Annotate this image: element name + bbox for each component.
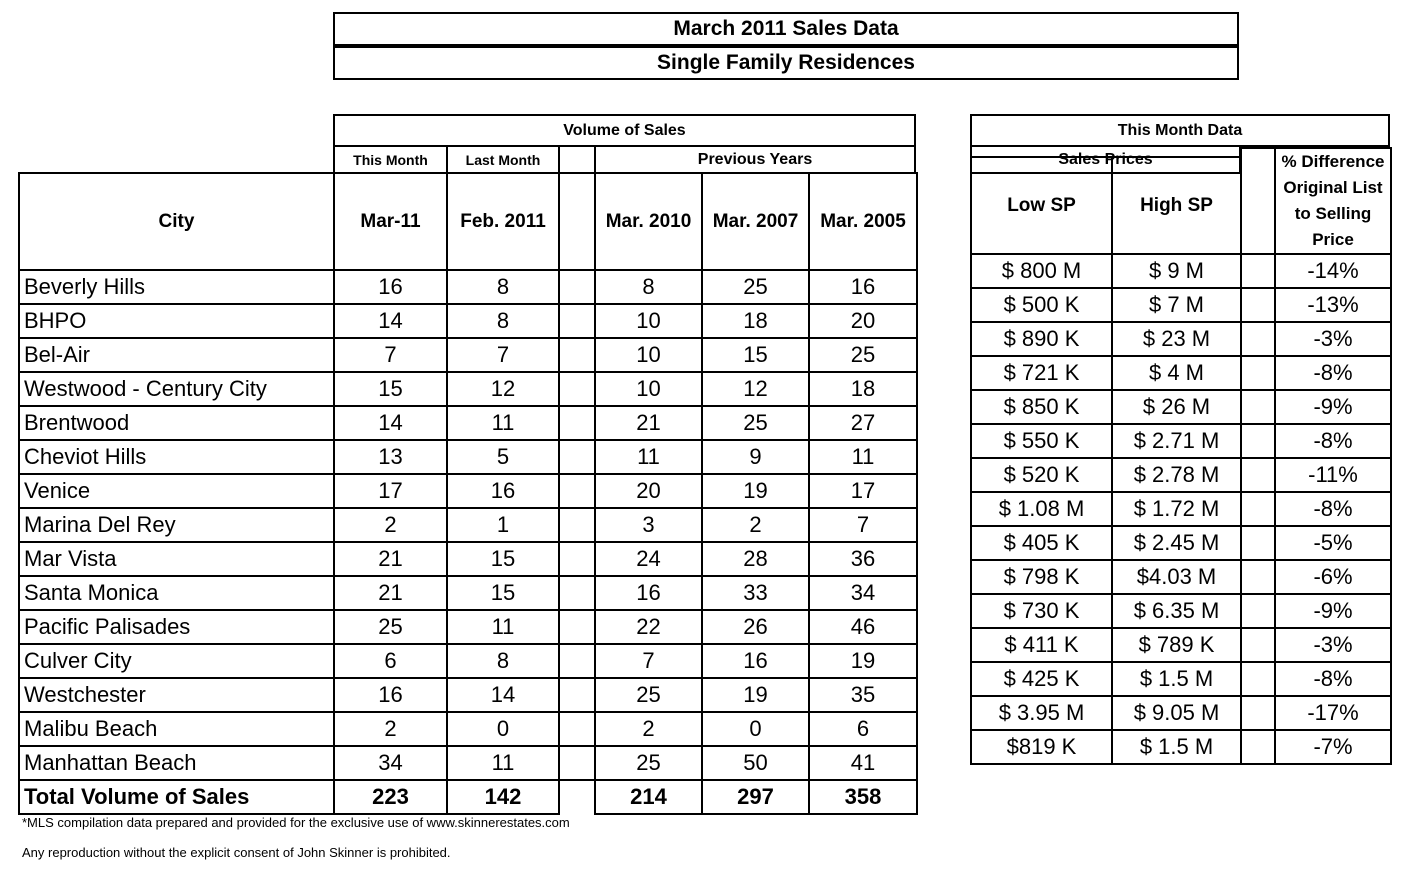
mar2007-cell: 18 [702, 304, 809, 338]
price-row [971, 322, 1391, 356]
table-row [19, 644, 917, 678]
price-row [971, 390, 1391, 424]
col-mar11: Mar-11 [334, 173, 447, 270]
mar2007-cell: 19 [702, 474, 809, 508]
table-row [19, 542, 917, 576]
mar2005-cell: 34 [809, 576, 917, 610]
spacer-cell [1241, 560, 1275, 594]
table-row [19, 304, 917, 338]
sales-prices-header: Sales Prices [970, 145, 1241, 174]
table-row [19, 338, 917, 372]
price-row [971, 458, 1391, 492]
city-cell: Cheviot Hills [19, 440, 334, 474]
this-month-data-header: This Month Data [970, 114, 1390, 147]
col-feb2011: Feb. 2011 [447, 173, 559, 270]
volume-table [18, 172, 918, 815]
mar2010-cell: 16 [595, 576, 702, 610]
feb2011-cell: 8 [447, 644, 559, 678]
mar2010-cell: 2 [595, 712, 702, 746]
price-row [971, 696, 1391, 730]
city-cell: Brentwood [19, 406, 334, 440]
table-row [19, 746, 917, 780]
pct-diff-cell: -3% [1275, 322, 1391, 356]
last-month-label: Last Month [446, 145, 560, 174]
high-sp-cell: $ 2.71 M [1112, 424, 1241, 458]
spacer-cell [1241, 356, 1275, 390]
total-mar2005: 358 [809, 780, 917, 814]
mar2007-cell: 15 [702, 338, 809, 372]
total-row [19, 780, 917, 814]
feb2011-cell: 11 [447, 406, 559, 440]
feb2011-cell: 8 [447, 304, 559, 338]
feb2011-cell: 0 [447, 712, 559, 746]
high-sp-cell: $ 4 M [1112, 356, 1241, 390]
city-cell: Bel-Air [19, 338, 334, 372]
low-sp-cell: $ 550 K [971, 424, 1112, 458]
mar2010-cell: 11 [595, 440, 702, 474]
pct-diff-cell: -5% [1275, 526, 1391, 560]
mar11-cell: 15 [334, 372, 447, 406]
feb2011-cell: 11 [447, 610, 559, 644]
mar11-cell: 34 [334, 746, 447, 780]
high-sp-cell: $ 789 K [1112, 628, 1241, 662]
price-row [971, 526, 1391, 560]
high-sp-cell: $ 7 M [1112, 288, 1241, 322]
low-sp-cell: $ 798 K [971, 560, 1112, 594]
mar2010-cell: 20 [595, 474, 702, 508]
spacer-cell [1241, 628, 1275, 662]
mar2005-cell: 18 [809, 372, 917, 406]
feb2011-cell: 14 [447, 678, 559, 712]
spacer-cell [1241, 662, 1275, 696]
high-sp-cell: $ 9 M [1112, 254, 1241, 288]
feb2011-cell: 11 [447, 746, 559, 780]
high-sp-cell: $ 2.45 M [1112, 526, 1241, 560]
report-subtitle: Single Family Residences [333, 46, 1239, 80]
spacer-cell [1241, 254, 1275, 288]
price-row [971, 356, 1391, 390]
mar2007-cell: 12 [702, 372, 809, 406]
spacer-cell [559, 508, 595, 542]
low-sp-cell: $ 850 K [971, 390, 1112, 424]
spacer-cell [559, 576, 595, 610]
city-cell: Santa Monica [19, 576, 334, 610]
spacer-cell [559, 372, 595, 406]
feb2011-cell: 12 [447, 372, 559, 406]
col-mar2005: Mar. 2005 [809, 173, 917, 270]
mar2005-cell: 35 [809, 678, 917, 712]
spacer-cell [559, 474, 595, 508]
feb2011-cell: 8 [447, 270, 559, 304]
spacer-cell [559, 304, 595, 338]
table-row [19, 678, 917, 712]
pct-diff-cell: -7% [1275, 730, 1391, 764]
sales-prices-spacer [971, 148, 1241, 157]
price-header-row [971, 148, 1391, 157]
mar2005-cell: 6 [809, 712, 917, 746]
price-row [971, 288, 1391, 322]
spacer-cell [1241, 492, 1275, 526]
spacer-cell [1241, 594, 1275, 628]
high-sp-cell: $ 6.35 M [1112, 594, 1241, 628]
mar2005-cell: 11 [809, 440, 917, 474]
mar2005-cell: 7 [809, 508, 917, 542]
low-sp-cell: $ 1.08 M [971, 492, 1112, 526]
city-cell: Beverly Hills [19, 270, 334, 304]
spacer-cell [559, 406, 595, 440]
mar2010-cell: 25 [595, 746, 702, 780]
spacer-cell [1241, 390, 1275, 424]
mar2005-cell: 36 [809, 542, 917, 576]
mar2007-cell: 26 [702, 610, 809, 644]
mar11-cell: 13 [334, 440, 447, 474]
mar11-cell: 16 [334, 270, 447, 304]
spacer-cell [559, 440, 595, 474]
mar11-cell: 7 [334, 338, 447, 372]
table-row [19, 372, 917, 406]
spacer-cell [1241, 730, 1275, 764]
pct-diff-cell: -14% [1275, 254, 1391, 288]
total-mar11: 223 [334, 780, 447, 814]
low-sp-cell: $ 405 K [971, 526, 1112, 560]
feb2011-cell: 16 [447, 474, 559, 508]
mar11-cell: 16 [334, 678, 447, 712]
mar2007-cell: 25 [702, 270, 809, 304]
col-pct-diff: % Difference Original List to Selling Price [1275, 148, 1391, 254]
high-sp-cell: $ 1.5 M [1112, 730, 1241, 764]
mar2007-cell: 9 [702, 440, 809, 474]
total-mar2010: 214 [595, 780, 702, 814]
mar11-cell: 2 [334, 508, 447, 542]
city-cell: Pacific Palisades [19, 610, 334, 644]
spacer-cell [559, 678, 595, 712]
table-row [19, 270, 917, 304]
price-row [971, 730, 1391, 764]
pct-diff-cell: -3% [1275, 628, 1391, 662]
volume-of-sales-header: Volume of Sales [333, 114, 916, 147]
spacer-cell [1241, 526, 1275, 560]
low-sp-cell: $ 721 K [971, 356, 1112, 390]
price-row [971, 492, 1391, 526]
city-cell: Westwood - Century City [19, 372, 334, 406]
mar2010-cell: 8 [595, 270, 702, 304]
spacer-cell [1241, 458, 1275, 492]
col-city: City [19, 173, 334, 270]
prices-table [970, 147, 1392, 765]
city-cell: Mar Vista [19, 542, 334, 576]
feb2011-cell: 1 [447, 508, 559, 542]
spacer-cell [559, 712, 595, 746]
high-sp-cell: $4.03 M [1112, 560, 1241, 594]
mar2005-cell: 41 [809, 746, 917, 780]
table-row [19, 406, 917, 440]
feb2011-cell: 7 [447, 338, 559, 372]
mar2010-cell: 10 [595, 372, 702, 406]
city-cell: Manhattan Beach [19, 746, 334, 780]
low-sp-cell: $ 425 K [971, 662, 1112, 696]
city-cell: BHPO [19, 304, 334, 338]
previous-years-label: Previous Years [594, 145, 916, 174]
price-row [971, 594, 1391, 628]
mar2010-cell: 21 [595, 406, 702, 440]
mar2010-cell: 25 [595, 678, 702, 712]
mar2005-cell: 25 [809, 338, 917, 372]
mar2005-cell: 46 [809, 610, 917, 644]
mar2010-cell: 3 [595, 508, 702, 542]
low-sp-cell: $ 520 K [971, 458, 1112, 492]
price-row [971, 628, 1391, 662]
high-sp-cell: $ 1.72 M [1112, 492, 1241, 526]
pct-diff-cell: -8% [1275, 424, 1391, 458]
pct-diff-cell: -6% [1275, 560, 1391, 594]
spacer-cell [559, 644, 595, 678]
city-cell: Venice [19, 474, 334, 508]
footnote-mls: *MLS compilation data prepared and provided for the exclusive use of www.skinnerestates.com [22, 815, 570, 830]
mar11-cell: 17 [334, 474, 447, 508]
total-spacer [559, 780, 595, 814]
price-row [971, 254, 1391, 288]
spacer-cell [559, 542, 595, 576]
pct-diff-cell: -13% [1275, 288, 1391, 322]
mar11-cell: 14 [334, 406, 447, 440]
mar2005-cell: 16 [809, 270, 917, 304]
report-title: March 2011 Sales Data [333, 12, 1239, 46]
table-row [19, 440, 917, 474]
pct-diff-cell: -11% [1275, 458, 1391, 492]
table-row [19, 610, 917, 644]
mar2010-cell: 7 [595, 644, 702, 678]
mar2010-cell: 24 [595, 542, 702, 576]
mar2007-cell: 2 [702, 508, 809, 542]
high-sp-cell: $ 1.5 M [1112, 662, 1241, 696]
footnote-copyright: Any reproduction without the explicit consent of John Skinner is prohibited. [22, 845, 451, 860]
mar2007-cell: 50 [702, 746, 809, 780]
price-row [971, 424, 1391, 458]
this-month-label: This Month [333, 145, 448, 174]
table-row [19, 576, 917, 610]
pct-diff-cell: -8% [1275, 356, 1391, 390]
city-cell: Westchester [19, 678, 334, 712]
spacer-cell [1241, 424, 1275, 458]
mar11-cell: 6 [334, 644, 447, 678]
feb2011-cell: 5 [447, 440, 559, 474]
column-header-row [19, 173, 917, 270]
col-high-sp: High SP [1112, 157, 1241, 254]
col-spacer-right [1241, 148, 1275, 254]
city-cell: Culver City [19, 644, 334, 678]
spacer-cell [1241, 322, 1275, 356]
low-sp-cell: $ 890 K [971, 322, 1112, 356]
pct-diff-cell: -8% [1275, 492, 1391, 526]
spacer-cell [559, 610, 595, 644]
table-row [19, 712, 917, 746]
mar2005-cell: 19 [809, 644, 917, 678]
mar2005-cell: 27 [809, 406, 917, 440]
col-spacer [559, 173, 595, 270]
price-row [971, 662, 1391, 696]
low-sp-cell: $819 K [971, 730, 1112, 764]
mar2007-cell: 25 [702, 406, 809, 440]
city-cell: Marina Del Rey [19, 508, 334, 542]
mar11-cell: 2 [334, 712, 447, 746]
low-sp-cell: $ 800 M [971, 254, 1112, 288]
feb2011-cell: 15 [447, 576, 559, 610]
feb2011-cell: 15 [447, 542, 559, 576]
low-sp-cell: $ 411 K [971, 628, 1112, 662]
spacer-cell [559, 338, 595, 372]
pct-diff-cell: -9% [1275, 390, 1391, 424]
mar2007-cell: 33 [702, 576, 809, 610]
low-sp-cell: $ 3.95 M [971, 696, 1112, 730]
mar2005-cell: 20 [809, 304, 917, 338]
mar2007-cell: 0 [702, 712, 809, 746]
high-sp-cell: $ 9.05 M [1112, 696, 1241, 730]
spacer-cell [1241, 696, 1275, 730]
pct-diff-cell: -8% [1275, 662, 1391, 696]
mar2005-cell: 17 [809, 474, 917, 508]
spacer-cell [1241, 288, 1275, 322]
table-row [19, 508, 917, 542]
city-cell: Malibu Beach [19, 712, 334, 746]
spacer-header [558, 145, 596, 174]
mar2007-cell: 28 [702, 542, 809, 576]
high-sp-cell: $ 2.78 M [1112, 458, 1241, 492]
total-label: Total Volume of Sales [19, 780, 334, 814]
low-sp-cell: $ 730 K [971, 594, 1112, 628]
col-mar2010: Mar. 2010 [595, 173, 702, 270]
spacer-cell [559, 270, 595, 304]
table-row [19, 474, 917, 508]
spacer-cell [559, 746, 595, 780]
pct-diff-cell: -17% [1275, 696, 1391, 730]
pct-diff-cell: -9% [1275, 594, 1391, 628]
total-feb2011: 142 [447, 780, 559, 814]
mar11-cell: 21 [334, 542, 447, 576]
mar11-cell: 14 [334, 304, 447, 338]
col-mar2007: Mar. 2007 [702, 173, 809, 270]
mar2010-cell: 22 [595, 610, 702, 644]
low-sp-cell: $ 500 K [971, 288, 1112, 322]
mar2007-cell: 16 [702, 644, 809, 678]
mar11-cell: 21 [334, 576, 447, 610]
mar2010-cell: 10 [595, 304, 702, 338]
high-sp-cell: $ 23 M [1112, 322, 1241, 356]
mar2007-cell: 19 [702, 678, 809, 712]
total-mar2007: 297 [702, 780, 809, 814]
mar11-cell: 25 [334, 610, 447, 644]
high-sp-cell: $ 26 M [1112, 390, 1241, 424]
price-row [971, 560, 1391, 594]
col-low-sp: Low SP [971, 157, 1112, 254]
mar2010-cell: 10 [595, 338, 702, 372]
